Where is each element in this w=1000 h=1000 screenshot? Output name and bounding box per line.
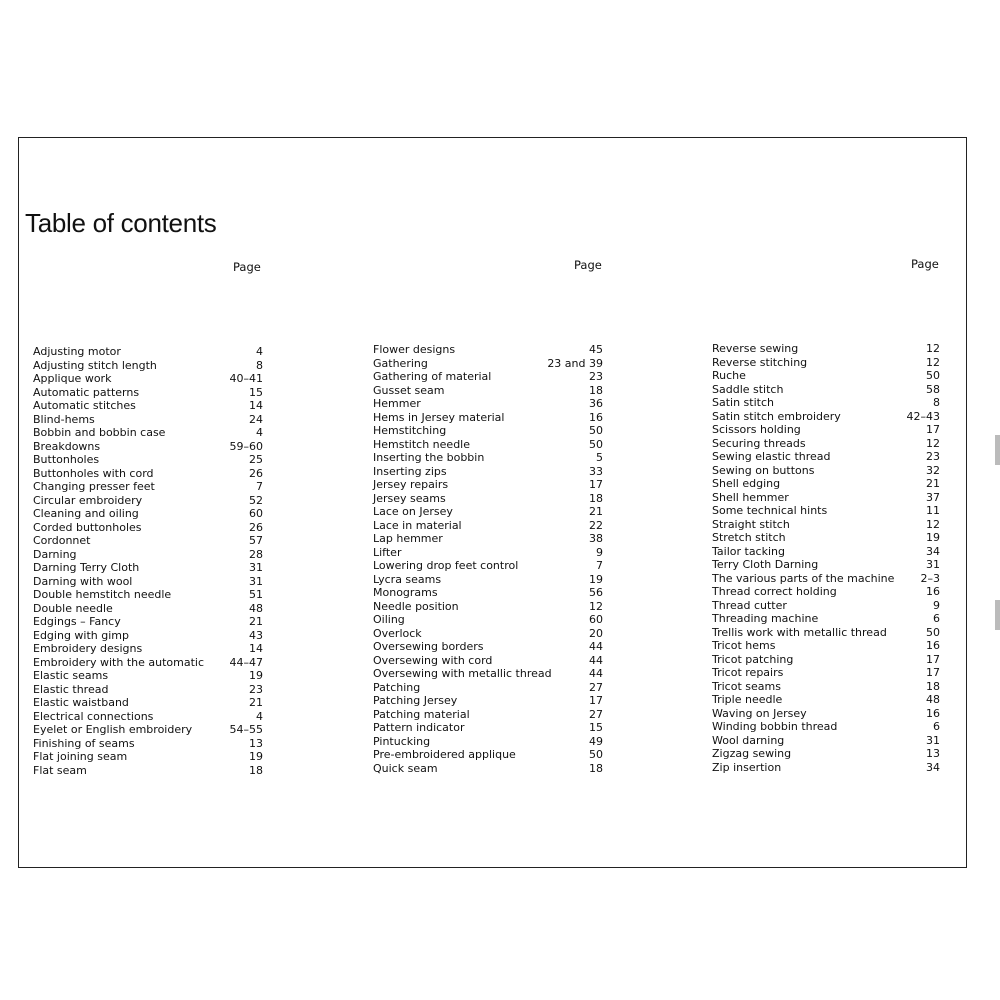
index-entry	[33, 521, 263, 535]
index-topic: Sewing elastic thread	[712, 450, 831, 463]
index-topic: Winding bobbin thread	[712, 720, 838, 733]
index-entry	[373, 519, 603, 533]
index-entry	[373, 424, 603, 438]
index-page-number: 12	[926, 517, 940, 531]
index-topic: Tailor tacking	[712, 544, 785, 558]
index-topic: Zip insertion	[712, 760, 782, 774]
index-entry	[373, 370, 603, 384]
index-entry	[373, 505, 603, 519]
page-title: Table of contents	[25, 208, 217, 238]
index-page-number: 20	[589, 626, 603, 640]
page-heading-col3: Page	[911, 257, 939, 271]
index-entry	[373, 384, 603, 398]
index-topic: Lace in material	[373, 518, 462, 532]
index-entry	[33, 440, 263, 454]
index-topic: Edging with gimp	[33, 628, 129, 642]
index-entry	[373, 411, 603, 425]
index-topic: Wool darning	[712, 733, 785, 747]
index-entry	[712, 450, 940, 464]
index-entry	[33, 386, 263, 400]
index-entry	[712, 720, 940, 734]
index-topic: Overlock	[373, 626, 422, 640]
index-page-number: 6	[933, 720, 940, 733]
page-heading-col2: Page	[574, 258, 602, 272]
index-entry	[712, 585, 940, 599]
index-entry	[712, 491, 940, 505]
index-topic: Hemstitch needle	[373, 437, 470, 451]
index-entry	[33, 696, 263, 710]
index-topic: Cordonnet	[33, 534, 91, 547]
index-page-number: 16	[926, 585, 940, 598]
index-page-number: 16	[926, 706, 940, 720]
index-column-3	[712, 342, 940, 774]
index-topic: Lace on Jersey	[373, 505, 453, 518]
index-entry	[33, 575, 263, 589]
index-topic: Eyelet or English embroidery	[33, 723, 193, 736]
index-entry	[712, 734, 940, 748]
index-topic: Pattern indicator	[373, 721, 465, 734]
index-entry	[712, 464, 940, 478]
index-topic: Tricot hems	[712, 639, 776, 652]
index-page-number: 17	[926, 423, 940, 436]
index-topic: Flat seam	[33, 763, 87, 777]
index-entry	[712, 599, 940, 613]
index-page-number: 22	[589, 518, 603, 532]
index-entry	[33, 507, 263, 521]
index-page-number: 19	[926, 531, 940, 544]
index-page-number: 17	[926, 666, 940, 679]
index-page-number: 13	[926, 747, 940, 760]
index-topic: Embroidery designs	[33, 642, 143, 655]
index-entry	[33, 413, 263, 427]
index-topic: Oversewing borders	[373, 640, 484, 653]
index-topic: Electrical connections	[33, 709, 154, 723]
index-page-number: 16	[926, 639, 940, 652]
index-page-number: 25	[249, 453, 263, 466]
index-topic: Jersey seams	[373, 491, 446, 505]
index-page-number: 38	[589, 532, 603, 545]
index-page-number: 18	[589, 491, 603, 505]
index-entry	[33, 615, 263, 629]
index-entry	[712, 626, 940, 640]
index-page-number: 31	[249, 574, 263, 588]
index-entry	[373, 627, 603, 641]
index-topic: Hems in Jersey material	[373, 410, 505, 424]
index-page-number: 21	[926, 477, 940, 490]
index-page-number: 17	[589, 478, 603, 491]
index-page-number: 31	[926, 558, 940, 571]
index-page-number: 6	[933, 612, 940, 625]
index-page-number: 58	[926, 382, 940, 396]
index-page-number: 48	[249, 601, 263, 615]
index-topic: Darning Terry Cloth	[33, 561, 140, 574]
index-page-number: 21	[249, 696, 263, 709]
index-page-number: 23	[926, 450, 940, 463]
index-page-number: 5	[596, 451, 603, 464]
index-entry	[33, 494, 263, 508]
index-entry	[712, 693, 940, 707]
index-topic: Satin stitch embroidery	[712, 409, 841, 423]
index-page-number: 43	[249, 628, 263, 642]
index-topic: Ruche	[712, 369, 746, 382]
index-entry	[712, 396, 940, 410]
index-topic: Securing threads	[712, 436, 806, 450]
index-topic: Embroidery with the automatic	[33, 655, 205, 669]
index-entry	[712, 423, 940, 437]
index-page-number: 17	[589, 694, 603, 707]
index-entry	[712, 747, 940, 761]
index-topic: Patching	[373, 680, 421, 694]
index-entry	[33, 588, 263, 602]
index-entry	[712, 639, 940, 653]
index-page-number: 45	[589, 343, 603, 356]
index-topic: Reverse stitching	[712, 355, 808, 369]
index-topic: Stretch stitch	[712, 531, 786, 544]
index-entry	[373, 532, 603, 546]
index-topic: Darning	[33, 547, 77, 561]
index-page-number: 14	[249, 642, 263, 655]
index-page-number: 34	[926, 544, 940, 558]
index-entry	[712, 369, 940, 383]
index-entry	[33, 548, 263, 562]
index-topic: Darning with wool	[33, 574, 133, 588]
index-topic: Automatic stitches	[33, 399, 136, 412]
index-page-number: 11	[926, 504, 940, 517]
index-topic: Pintucking	[373, 734, 431, 748]
index-page-number: 50	[926, 625, 940, 639]
index-page-number: 21	[249, 615, 263, 628]
index-topic: Corded buttonholes	[33, 520, 142, 534]
index-page-number: 26	[249, 520, 263, 534]
index-page-number: 9	[933, 598, 940, 612]
index-entry	[373, 694, 603, 708]
index-entry	[712, 518, 940, 532]
index-entry	[33, 602, 263, 616]
index-page-number: 8	[933, 396, 940, 409]
index-entry	[33, 764, 263, 778]
index-topic: Gusset seam	[373, 383, 445, 397]
index-topic: Flat joining seam	[33, 750, 128, 763]
index-page-number: 23	[589, 370, 603, 383]
index-entry	[712, 558, 940, 572]
index-topic: Tricot repairs	[712, 666, 784, 679]
index-entry	[373, 573, 603, 587]
index-topic: Adjusting stitch length	[33, 358, 157, 372]
index-entry	[373, 681, 603, 695]
index-page-number: 56	[589, 586, 603, 599]
index-entry	[373, 667, 603, 681]
index-topic: Hemmer	[373, 397, 421, 410]
index-page-number: 32	[926, 463, 940, 477]
index-topic: Buttonholes	[33, 453, 100, 466]
index-page-number: 12	[926, 436, 940, 450]
index-entry	[33, 345, 263, 359]
index-entry	[373, 478, 603, 492]
index-page-number: 18	[589, 383, 603, 397]
index-page-number: 2–3	[920, 571, 940, 585]
index-page-number: 52	[249, 493, 263, 507]
index-topic: Lycra seams	[373, 572, 442, 586]
index-page-number: 60	[589, 613, 603, 626]
index-topic: Double needle	[33, 601, 113, 615]
index-entry	[373, 613, 603, 627]
index-page-number: 19	[589, 572, 603, 586]
index-entry	[373, 762, 603, 776]
index-entry	[373, 546, 603, 560]
index-entry	[33, 480, 263, 494]
index-page-number: 4	[256, 426, 263, 439]
index-topic: Jersey repairs	[373, 478, 449, 491]
index-topic: Reverse sewing	[712, 342, 799, 355]
index-page-number: 24	[249, 412, 263, 426]
index-page-number: 27	[589, 680, 603, 694]
index-page-number: 36	[589, 397, 603, 410]
index-entry	[33, 642, 263, 656]
index-page-number: 44	[589, 667, 603, 680]
index-entry	[712, 572, 940, 586]
index-page-number: 18	[589, 761, 603, 775]
index-page-number: 49	[589, 734, 603, 748]
index-page-number: 18	[926, 679, 940, 693]
index-entry	[712, 477, 940, 491]
index-entry	[712, 545, 940, 559]
index-topic: Circular embroidery	[33, 493, 143, 507]
index-page-number: 50	[926, 369, 940, 382]
index-topic: Elastic thread	[33, 682, 109, 696]
index-topic: Inserting zips	[373, 464, 447, 478]
index-topic: Gathering of material	[373, 370, 492, 383]
index-page-number: 37	[926, 490, 940, 504]
index-page-number: 12	[589, 599, 603, 613]
index-topic: Bobbin and bobbin case	[33, 426, 166, 439]
index-entry	[373, 586, 603, 600]
index-entry	[373, 559, 603, 573]
index-entry	[373, 640, 603, 654]
index-page-number: 18	[249, 763, 263, 777]
index-topic: Sewing on buttons	[712, 463, 815, 477]
index-page-number: 31	[249, 561, 263, 574]
index-entry	[373, 748, 603, 762]
index-entry	[712, 531, 940, 545]
index-topic: Needle position	[373, 599, 459, 613]
index-topic: Flower designs	[373, 343, 456, 356]
index-topic: The various parts of the machine	[712, 571, 895, 585]
index-page-number: 15	[589, 721, 603, 734]
index-entry	[33, 723, 263, 737]
index-topic: Waving on Jersey	[712, 706, 807, 720]
index-page-number: 48	[926, 693, 940, 706]
index-page-number: 23	[249, 682, 263, 696]
index-topic: Triple needle	[712, 693, 783, 706]
index-topic: Satin stitch	[712, 396, 774, 409]
index-entry	[373, 397, 603, 411]
page-heading-col1: Page	[233, 260, 261, 274]
index-topic: Finishing of seams	[33, 736, 135, 750]
index-entry	[33, 399, 263, 413]
index-topic: Lifter	[373, 545, 402, 559]
index-topic: Terry Cloth Darning	[712, 558, 819, 571]
index-page-number: 31	[926, 733, 940, 747]
index-page-number: 33	[589, 464, 603, 478]
index-entry	[33, 561, 263, 575]
index-entry	[373, 343, 603, 357]
index-entry	[33, 629, 263, 643]
index-page-number: 42–43	[906, 409, 940, 423]
index-entry	[373, 735, 603, 749]
index-topic: Some technical hints	[712, 504, 828, 517]
index-topic: Hemstitching	[373, 424, 447, 437]
index-topic: Shell hemmer	[712, 490, 789, 504]
index-entry	[712, 761, 940, 775]
index-column-2	[373, 343, 603, 775]
index-topic: Oversewing with cord	[373, 653, 493, 667]
index-page-number: 19	[249, 669, 263, 682]
index-page-number: 7	[256, 480, 263, 493]
index-topic: Zigzag sewing	[712, 747, 792, 760]
index-page-number: 13	[249, 736, 263, 750]
index-page-number: 28	[249, 547, 263, 561]
index-topic: Oversewing with metallic thread	[373, 667, 552, 680]
index-page-number: 17	[926, 652, 940, 666]
index-page-number: 50	[589, 437, 603, 451]
index-topic: Inserting the bobbin	[373, 451, 485, 464]
index-topic: Double hemstitch needle	[33, 588, 172, 601]
index-entry	[373, 357, 603, 371]
index-topic: Edgings – Fancy	[33, 615, 121, 628]
index-topic: Automatic patterns	[33, 385, 140, 399]
index-topic: Buttonholes with cord	[33, 466, 154, 480]
index-page-number: 21	[589, 505, 603, 518]
edge-mark	[995, 600, 1000, 630]
index-entry	[712, 680, 940, 694]
index-page-number: 51	[249, 588, 263, 601]
index-topic: Trellis work with metallic thread	[712, 625, 887, 639]
index-entry	[33, 467, 263, 481]
index-page-number: 44	[589, 640, 603, 653]
index-topic: Changing presser feet	[33, 480, 155, 493]
index-topic: Thread cutter	[712, 598, 787, 612]
index-entry	[33, 750, 263, 764]
index-entry	[33, 683, 263, 697]
index-entry	[33, 737, 263, 751]
index-entry	[33, 656, 263, 670]
index-topic: Oiling	[373, 613, 405, 626]
index-entry	[712, 707, 940, 721]
index-page-number: 19	[249, 750, 263, 763]
index-page-number: 8	[256, 358, 263, 372]
index-page-number: 12	[926, 355, 940, 369]
index-column-1	[33, 345, 263, 777]
index-entry	[373, 721, 603, 735]
index-page-number: 4	[256, 709, 263, 723]
index-entry	[712, 504, 940, 518]
index-page-number: 59–60	[229, 439, 263, 453]
index-page-number: 44–47	[229, 655, 263, 669]
index-topic: Straight stitch	[712, 517, 790, 531]
index-page-number: 27	[589, 707, 603, 721]
index-entry	[33, 453, 263, 467]
index-entry	[373, 451, 603, 465]
index-page-number: 23 and 39	[547, 356, 603, 370]
index-entry	[33, 426, 263, 440]
index-page-number: 26	[249, 466, 263, 480]
index-entry	[712, 612, 940, 626]
index-entry	[373, 492, 603, 506]
index-topic: Quick seam	[373, 761, 438, 775]
index-entry	[712, 437, 940, 451]
index-page-number: 34	[926, 760, 940, 774]
index-topic: Thread correct holding	[712, 585, 837, 598]
index-page-number: 60	[249, 507, 263, 520]
index-entry	[712, 653, 940, 667]
index-topic: Elastic seams	[33, 669, 109, 682]
index-page-number: 14	[249, 399, 263, 412]
index-topic: Monograms	[373, 586, 438, 599]
index-topic: Patching Jersey	[373, 694, 458, 707]
index-topic: Saddle stitch	[712, 382, 784, 396]
index-topic: Blind-hems	[33, 412, 95, 426]
index-entry	[33, 669, 263, 683]
index-entry	[712, 410, 940, 424]
index-entry	[33, 359, 263, 373]
index-topic: Applique work	[33, 372, 112, 385]
index-page-number: 40–41	[229, 372, 263, 385]
index-topic: Lap hemmer	[373, 532, 443, 545]
index-page-number: 16	[589, 410, 603, 424]
index-topic: Adjusting motor	[33, 345, 121, 358]
index-page-number: 4	[256, 345, 263, 358]
index-page-number: 54–55	[229, 723, 263, 736]
index-entry	[712, 356, 940, 370]
index-entry	[33, 534, 263, 548]
index-entry	[33, 372, 263, 386]
index-entry	[373, 465, 603, 479]
index-topic: Gathering	[373, 356, 428, 370]
index-topic: Tricot seams	[712, 679, 781, 693]
index-topic: Patching material	[373, 707, 470, 721]
index-entry	[712, 383, 940, 397]
edge-mark	[995, 435, 1000, 465]
index-page-number: 44	[589, 653, 603, 667]
index-topic: Scissors holding	[712, 423, 801, 436]
index-page-number: 7	[596, 559, 603, 572]
index-page-number: 12	[926, 342, 940, 355]
index-topic: Breakdowns	[33, 439, 101, 453]
index-topic: Elastic waistband	[33, 696, 129, 709]
index-topic: Threading machine	[712, 612, 819, 625]
index-topic: Shell edging	[712, 477, 781, 490]
index-page-number: 50	[589, 424, 603, 437]
index-topic: Cleaning and oiling	[33, 507, 139, 520]
index-entry	[712, 342, 940, 356]
index-topic: Lowering drop feet control	[373, 559, 519, 572]
index-entry	[33, 710, 263, 724]
index-entry	[712, 666, 940, 680]
index-entry	[373, 438, 603, 452]
index-topic: Pre-embroidered applique	[373, 748, 516, 761]
index-page-number: 57	[249, 534, 263, 547]
index-entry	[373, 654, 603, 668]
index-entry	[373, 600, 603, 614]
index-page-number: 15	[249, 385, 263, 399]
index-page-number: 9	[596, 545, 603, 559]
index-topic: Tricot patching	[712, 652, 794, 666]
index-page-number: 50	[589, 748, 603, 761]
index-entry	[373, 708, 603, 722]
